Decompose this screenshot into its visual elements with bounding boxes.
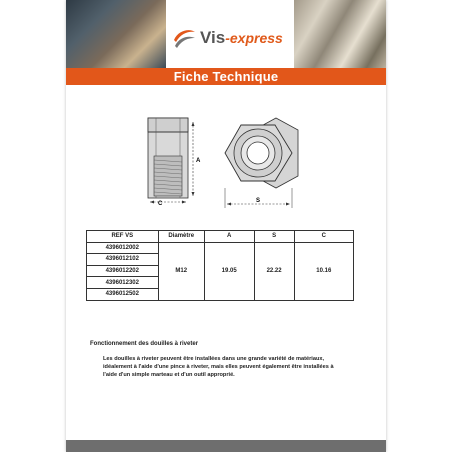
c-cell: 10.16 <box>294 242 353 300</box>
header-a: A <box>204 231 254 243</box>
dimension-a-label: A <box>196 158 201 164</box>
ref-cell: 4396012202 <box>87 265 159 277</box>
page-title: Fiche Technique <box>66 68 386 85</box>
brand-name-main: Vis <box>200 28 226 47</box>
technical-drawing <box>66 100 386 220</box>
ref-cell: 4396012302 <box>87 277 159 289</box>
s-cell: 22.22 <box>254 242 294 300</box>
ref-cell: 4396012002 <box>87 242 159 254</box>
table-row <box>87 242 354 254</box>
table-header-row <box>87 231 354 243</box>
header-c: C <box>294 231 353 243</box>
diametre-cell: M12 <box>158 242 204 300</box>
header-banner <box>66 0 386 68</box>
dimension-s-label: S <box>256 198 261 204</box>
datasheet-page <box>66 0 386 452</box>
section-body: Les douilles à riveter peuvent être installées dans une grande variété de matériaux, idéalement à l'aide d'une pince à riveter, mais elles peuvent également être installées à l'aide d'un simple marteau et d'un outil approprié. <box>103 356 334 378</box>
screws-photo <box>294 0 386 68</box>
header-s: S <box>254 231 294 243</box>
specs-table <box>86 230 354 301</box>
side-view <box>148 118 201 207</box>
ref-cell: 4396012502 <box>87 288 159 300</box>
brand-name-accent: -express <box>225 30 283 46</box>
brand-name <box>200 28 283 48</box>
swoosh-icon <box>172 26 196 50</box>
footer-bar <box>66 440 386 452</box>
section-title: Fonctionnement des douilles à riveter <box>90 341 199 347</box>
brand-logo <box>172 24 292 54</box>
a-cell: 19.05 <box>204 242 254 300</box>
top-view <box>225 118 298 208</box>
dimension-c-label: C <box>158 201 163 207</box>
tools-photo <box>66 0 166 68</box>
header-diametre: Diamètre <box>158 231 204 243</box>
header-ref: REF VS <box>87 231 159 243</box>
ref-cell: 4396012102 <box>87 254 159 266</box>
